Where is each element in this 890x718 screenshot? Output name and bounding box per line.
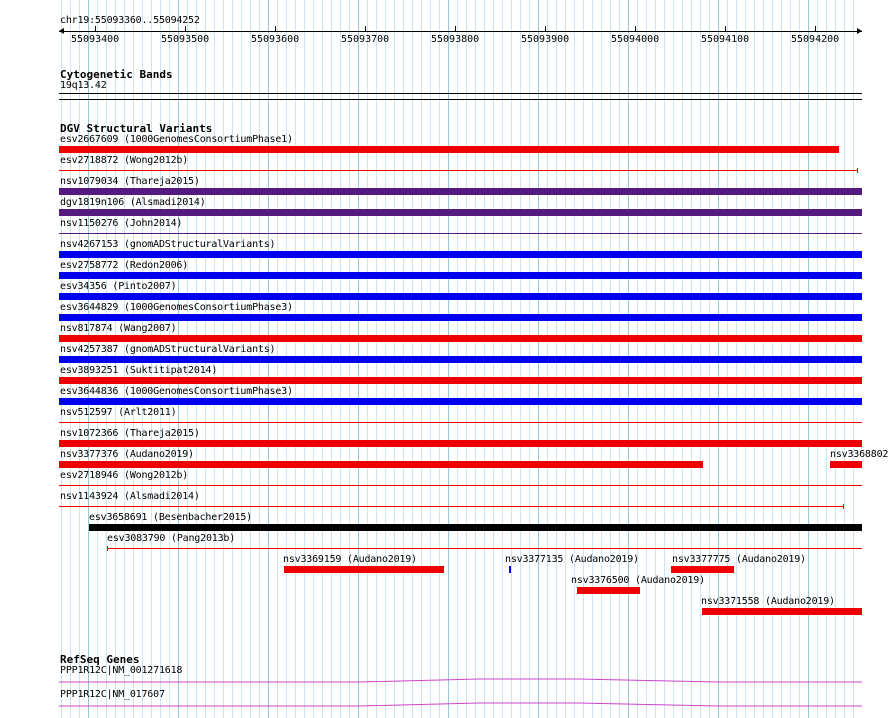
cytoband-label[interactable]: 19q13.42 [60, 80, 107, 91]
cytoband-line-top [59, 93, 862, 94]
dgv-track-title: DGV Structural Variants [60, 122, 213, 135]
variant-bar[interactable] [59, 146, 839, 153]
gene-label[interactable]: PPP1R12C|NM_001271618 [60, 665, 183, 676]
variant-label[interactable]: nsv817874 (Wang2007) [60, 323, 177, 334]
variant-label[interactable]: esv2718872 (Wong2012b) [60, 155, 189, 166]
variant-bar[interactable] [59, 356, 862, 363]
ruler-tick [725, 26, 726, 32]
variant-label[interactable]: nsv4257387 (gnomADStructuralVariants) [60, 344, 276, 355]
variant-bar[interactable] [59, 209, 862, 216]
variant-bar[interactable] [702, 608, 862, 615]
cytoband-track-title: Cytogenetic Bands [60, 68, 173, 81]
variant-label[interactable]: esv3644829 (1000GenomesConsortiumPhase3) [60, 302, 293, 313]
cytoband-line-bottom [59, 99, 862, 100]
variant-label[interactable]: esv2758772 (Redon2006) [60, 260, 189, 271]
ruler-tick-label: 55093400 [71, 34, 120, 45]
variant-line[interactable] [59, 506, 844, 507]
variant-label[interactable]: nsv3377376 (Audano2019) [60, 449, 194, 460]
gene-model[interactable] [59, 700, 862, 710]
variant-label[interactable]: esv3658691 (Besenbacher2015) [89, 512, 252, 523]
variant-label[interactable]: esv3083790 (Pang2013b) [107, 533, 236, 544]
ruler-tick-label: 55094200 [791, 34, 840, 45]
ruler-axis [59, 31, 862, 32]
variant-line[interactable] [107, 548, 862, 549]
variant-bar[interactable] [59, 335, 862, 342]
variant-bar[interactable] [509, 566, 511, 573]
refseq-track-title: RefSeq Genes [60, 653, 140, 666]
ruler-tick-label: 55094100 [701, 34, 750, 45]
ruler-tick-label: 55093700 [341, 34, 390, 45]
ruler-tick-label: 55093600 [251, 34, 300, 45]
variant-label[interactable]: dgv1819n106 (Alsmadi2014) [60, 197, 206, 208]
variant-bar[interactable] [59, 272, 862, 279]
variant-label[interactable]: nsv4267153 (gnomADStructuralVariants) [60, 239, 276, 250]
variant-bar[interactable] [59, 251, 862, 258]
ruler-tick [185, 26, 186, 32]
variant-label[interactable]: nsv3377775 (Audano2019) [672, 554, 806, 565]
variant-line[interactable] [59, 233, 862, 234]
variant-bar[interactable] [59, 188, 862, 195]
variant-bar[interactable] [59, 461, 703, 468]
variant-bar[interactable] [284, 566, 444, 573]
variant-label[interactable]: nsv3377135 (Audano2019) [505, 554, 639, 565]
ruler-tick-label: 55094000 [611, 34, 660, 45]
variant-bar[interactable] [830, 461, 862, 468]
variant-label[interactable]: esv34356 (Pinto2007) [60, 281, 177, 292]
ruler-tick-label: 55093500 [161, 34, 210, 45]
variant-end-tick [843, 504, 844, 509]
ruler-tick [95, 26, 96, 32]
ruler-left-arrow-icon [59, 28, 64, 34]
variant-label[interactable]: nsv1150276 (John2014) [60, 218, 183, 229]
variant-label[interactable]: nsv1072366 (Thareja2015) [60, 428, 200, 439]
variant-bar[interactable] [59, 314, 862, 321]
variant-label[interactable]: esv2667609 (1000GenomesConsortiumPhase1) [60, 134, 293, 145]
ruler-tick [365, 26, 366, 32]
ruler-tick [275, 26, 276, 32]
variant-line[interactable] [59, 170, 858, 171]
variant-label[interactable]: esv3893251 (Suktitipat2014) [60, 365, 218, 376]
variant-label[interactable]: esv2718946 (Wong2012b) [60, 470, 189, 481]
variant-bar[interactable] [89, 524, 862, 531]
variant-start-tick [107, 546, 108, 551]
variant-bar[interactable] [671, 566, 734, 573]
variant-label[interactable]: nsv3376500 (Audano2019) [571, 575, 705, 586]
variant-label[interactable]: nsv1143924 (Alsmadi2014) [60, 491, 200, 502]
variant-bar[interactable] [59, 293, 862, 300]
variant-label[interactable]: nsv3368802 [830, 449, 889, 460]
ruler-tick [455, 26, 456, 32]
ruler-tick-label: 55093900 [521, 34, 570, 45]
variant-label[interactable]: nsv3371558 (Audano2019) [701, 596, 835, 607]
variant-bar[interactable] [59, 440, 862, 447]
variant-line[interactable] [59, 422, 862, 423]
variant-bar[interactable] [577, 587, 640, 594]
variant-label[interactable]: nsv3369159 (Audano2019) [283, 554, 417, 565]
variant-label[interactable]: esv3644836 (1000GenomesConsortiumPhase3) [60, 386, 293, 397]
ruler-tick-label: 55093800 [431, 34, 480, 45]
ruler-right-arrow-icon [857, 28, 862, 34]
variant-line[interactable] [59, 485, 862, 486]
gene-model[interactable] [59, 676, 862, 686]
variant-bar[interactable] [59, 398, 862, 405]
ruler-tick [635, 26, 636, 32]
variant-label[interactable]: nsv512597 (Arlt2011) [60, 407, 177, 418]
variant-bar[interactable] [59, 377, 862, 384]
ruler-tick [545, 26, 546, 32]
gene-label[interactable]: PPP1R12C|NM_017607 [60, 689, 165, 700]
ruler-tick [815, 26, 816, 32]
locus-label: chr19:55093360..55094252 [60, 15, 200, 26]
variant-end-tick [857, 168, 858, 173]
gene-model-line [59, 703, 862, 706]
variant-label[interactable]: nsv1079034 (Thareja2015) [60, 176, 200, 187]
gene-model-line [59, 679, 862, 682]
